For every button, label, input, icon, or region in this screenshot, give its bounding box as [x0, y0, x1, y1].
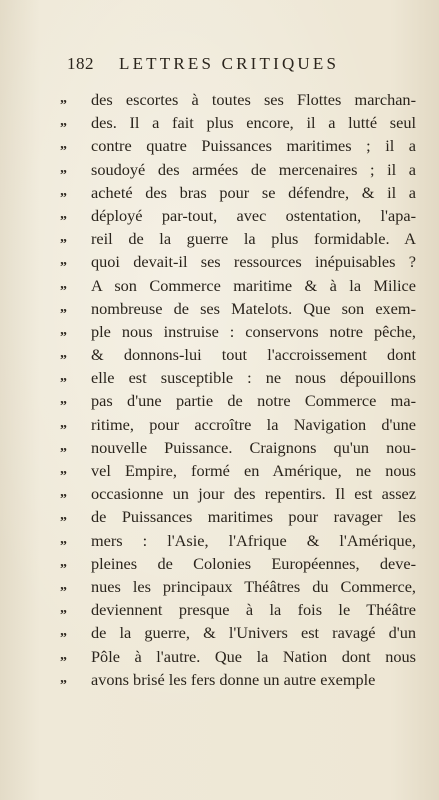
quote-mark: „	[60, 253, 66, 269]
text-line	[60, 274, 420, 297]
text-line	[60, 181, 420, 204]
line-text: soudoyé des armées de mercenaires ; il a	[91, 159, 416, 179]
quote-mark: „	[60, 554, 66, 570]
quote-mark: „	[60, 462, 66, 477]
text-line	[60, 250, 420, 273]
text-line	[60, 158, 420, 181]
line-text: occasionne un jour des repentirs. Il est assez	[91, 484, 416, 504]
text-line	[60, 227, 420, 250]
line-text: reil de la guerre la plus formidable. A	[91, 229, 416, 249]
quote-mark: „	[60, 276, 66, 292]
text-line	[60, 529, 420, 552]
quote-mark: „	[60, 392, 66, 408]
quote-mark: „	[60, 114, 66, 130]
text-line	[60, 297, 420, 320]
text-line	[60, 598, 420, 621]
line-text: nombreuse de ses Matelots. Que son exem-	[91, 298, 416, 318]
page-header	[67, 54, 387, 78]
quote-mark: „	[60, 508, 66, 524]
text-line	[60, 320, 420, 343]
text-line	[60, 575, 420, 598]
quote-mark: „	[60, 624, 66, 640]
quote-mark: „	[60, 647, 66, 663]
quote-mark: „	[60, 230, 66, 246]
line-text: elle est susceptible : ne nous dépouillons	[91, 368, 416, 388]
line-text: & donnons-lui tout l'accroissement dont	[91, 345, 416, 365]
text-line	[60, 389, 420, 412]
text-line	[60, 645, 420, 668]
line-text: nouvelle Puissance. Craignons qu'un nou-	[91, 437, 416, 457]
text-line	[60, 459, 420, 482]
quote-mark: „	[60, 91, 66, 106]
line-text: déployé par-tout, avec ostentation, l'apa-	[91, 205, 416, 225]
quote-mark: „	[60, 531, 66, 547]
running-title: LETTRES CRITIQUES	[119, 54, 340, 73]
line-text: vel Empire, formé en Amérique, ne nous	[91, 461, 416, 480]
quote-mark: „	[60, 183, 66, 199]
line-text: des escortes à toutes ses Flottes marchan-	[91, 90, 416, 109]
quote-mark: „	[60, 438, 66, 454]
line-text: ritime, pour accroître la Navigation d'une	[91, 414, 416, 434]
quote-mark: „	[60, 322, 66, 338]
line-text: contre quatre Puissances maritimes ; il a	[91, 136, 416, 156]
text-line	[60, 366, 420, 389]
line-text: quoi devait-il ses ressources inépuisables ?	[91, 252, 416, 272]
quote-mark: „	[60, 485, 66, 501]
quote-mark: „	[60, 601, 66, 617]
text-line	[60, 343, 420, 366]
line-text: de la guerre, & l'Univers est ravagé d'un	[91, 623, 416, 643]
text-line	[60, 413, 420, 436]
text-line	[60, 134, 420, 157]
line-text: de Puissances maritimes pour ravager les	[91, 507, 416, 527]
quote-mark: „	[60, 206, 66, 222]
quote-mark: „	[60, 160, 66, 176]
quote-mark: „	[60, 369, 66, 385]
quote-mark: „	[60, 415, 66, 431]
line-text: pas d'une partie de notre Commerce ma-	[91, 391, 416, 411]
line-text: Pôle à l'autre. Que la Nation dont nous	[91, 646, 416, 666]
line-text: A son Commerce maritime & à la Milice	[91, 275, 416, 295]
text-line	[60, 621, 420, 644]
quote-mark: „	[60, 137, 66, 153]
text-line	[60, 111, 420, 134]
line-text: acheté des bras pour se défendre, & il a	[91, 182, 416, 202]
quote-mark: „	[60, 670, 66, 686]
text-line	[60, 482, 420, 505]
line-text: ple nous instruise : conservons notre pêche,	[91, 321, 416, 341]
line-text: des. Il a fait plus encore, il a lutté seul	[91, 113, 416, 133]
line-text: pleines de Colonies Européennes, deve-	[91, 553, 416, 573]
line-text: deviennent presque à la fois le Théâtre	[91, 600, 416, 620]
page-number: 182	[67, 54, 94, 73]
body-text	[60, 88, 420, 691]
quote-mark: „	[60, 299, 66, 315]
quote-mark: „	[60, 346, 66, 362]
text-line	[60, 668, 420, 691]
line-text: avons brisé les fers donne un autre exemple	[91, 669, 376, 689]
quote-mark: „	[60, 577, 66, 593]
line-text: nues les principaux Théâtres du Commerce,	[91, 576, 416, 596]
text-line	[60, 505, 420, 528]
text-line	[60, 204, 420, 227]
text-line	[60, 88, 420, 111]
text-line	[60, 552, 420, 575]
line-text: mers : l'Asie, l'Afrique & l'Amérique,	[91, 530, 416, 550]
text-line	[60, 436, 420, 459]
